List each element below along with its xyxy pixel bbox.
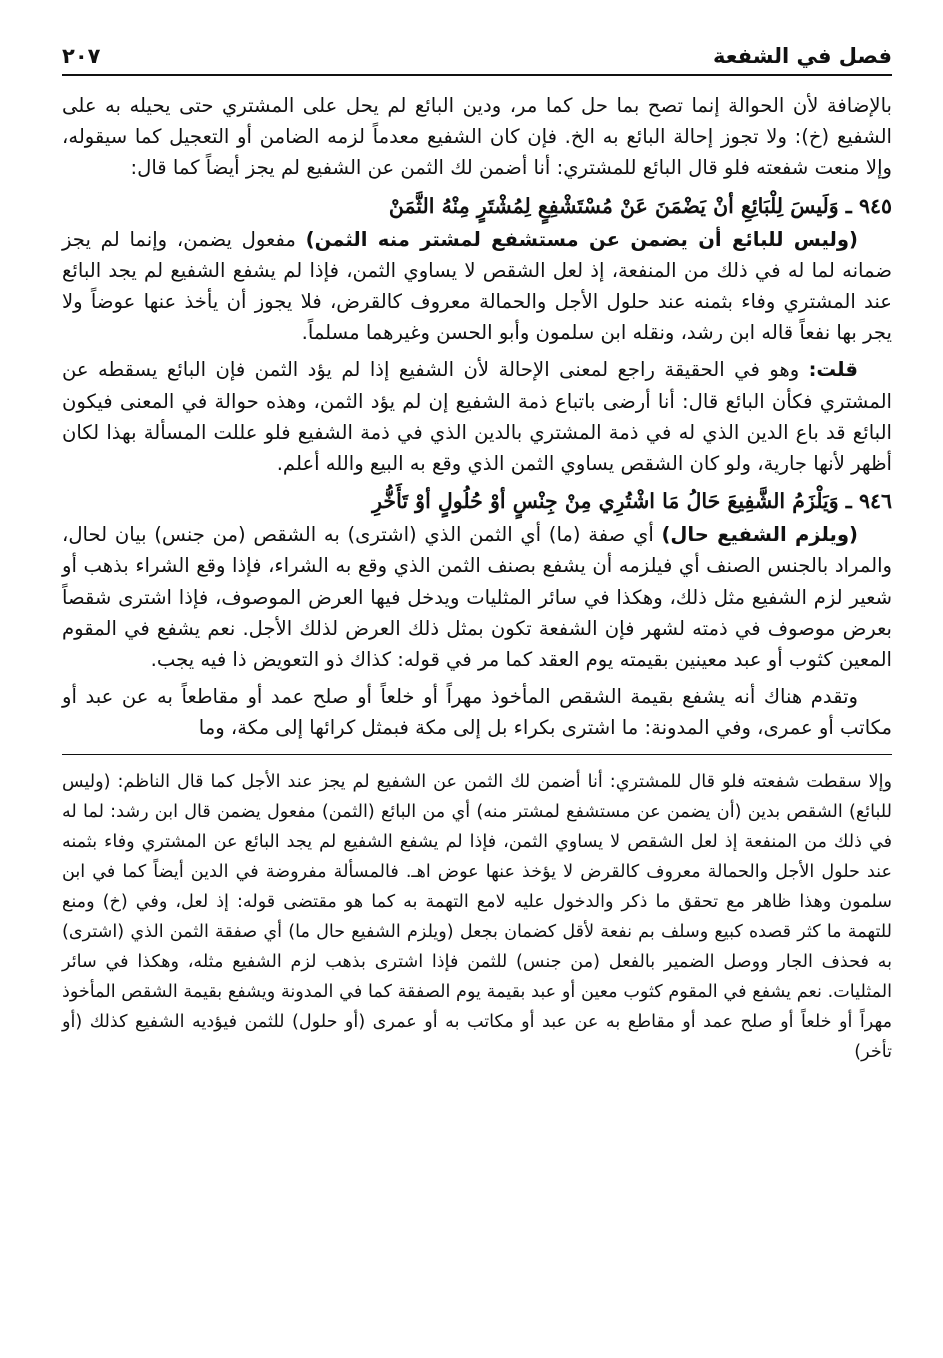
document-page — [62, 38, 892, 1067]
paragraph-3-text: وهو في الحقيقة راجع لمعنى الإحالة لأن الشفيع إذا لم يؤد الثمن فإن البائع يسقطه عن المشتري فكأن البائع قال: أنا أرضى باتباع ذمة الشفيع إن لم يؤد الثمن، وهذه حوالة في المعنى فيكون البائع قد باع الدين الذي له في ذمة المشتري بالدين الذي في ذمة الشفيع فلو عللت المسألة بهذا لكان أظهر لأنها جارية، ولو كان الشقص يساوي الثمن الذي وقع به البيع والله أعلم. — [62, 358, 892, 476]
paragraph-3 — [62, 354, 892, 479]
paragraph-5: وتقدم هناك أنه يشفع بقيمة الشقص المأخوذ مهراً أو خلعاً أو صلح عمد أو مقاطعاً به عن عبد أو مكاتب أو عمرى، وفي المدونة: ما اشترى بكراء بل إلى مكة فبمثل كرائها إلى مكة، وما — [62, 685, 892, 740]
running-title: فصل في الشفعة — [713, 44, 892, 68]
verse-946: ٩٤٦ ـ وَيَلْزَمُ الشَّفِيعَ حَالُ مَا اشْتُرِي مِنْ جِنْسٍ أوْ حُلُولٍ أوْ تَأَخُّرِ — [372, 489, 892, 514]
paragraph-4-lead: (ويلزم الشفيع حال) — [661, 523, 858, 547]
footnote-block — [62, 767, 892, 1067]
paragraph-2 — [62, 224, 892, 349]
main-text — [62, 90, 892, 1067]
page-header — [62, 38, 892, 76]
paragraph-2-lead: (وليس للبائع أن يضمن عن مستشفع لمشتر منه الثمن) — [305, 227, 858, 251]
verse-945: ٩٤٥ ـ وَلَيسَ لِلْبَائِعِ أنْ يَضْمَنَ عَنْ مُسْتَشْفِعٍ لِمُشْتَرٍ مِنْهُ الثَّمَنْ — [388, 193, 892, 218]
paragraph-3-lead: قلت: — [808, 358, 858, 382]
footnote-divider — [62, 754, 892, 755]
paragraph-1: بالإضافة لأن الحوالة إنما تصح بما حل كما مر، ودين البائع لم يحل على المشتري حتى يحيله به على الشفيع (خ): ولا تجوز إحالة البائع به الخ. فإن كان الشفيع معدماً لزمه الضامن أو التعجيل كما سيقوله، وإلا منعت شفعته فلو قال البائع للمشتري: أنا أضمن لك الثمن عن الشفيع لم يجز أيضاً كما قال: — [62, 94, 892, 180]
page-number: ٢٠٧ — [62, 44, 101, 68]
paragraph-2-text: مفعول يضمن، وإنما لم يجز ضمانه لما له في ذلك من المنفعة، إذ لعل الشقص لا يساوي الثمن، فإذا لم يشفع الشفيع لم يجد البائع عند المشتري وفاء بثمنه عند حلول الأجل والحمالة معروف كالقرض، فلا يجوز أن يأخذ عنها عوضاً ولا يجر بها نفعاً قاله ابن رشد، ونقله ابن سلمون وأبو الحسن وغيرهما مسلماً. — [62, 227, 892, 345]
paragraph-4 — [62, 519, 892, 675]
paragraph-4-text: أي صفة (ما) أي الثمن الذي (اشترى) به الشقص (من جنس) بيان لحال، والمراد بالجنس الصنف أي فيلزمه أن يشفع بصنف الثمن الذي وقع به الشراء، فإذا وقع الشراء بذهب أو شعير لزم الشفيع مثل ذلك، وهكذا في سائر المثليات ويدخل فيها العرض الموصوف، فإذا اشترى شقصاً بعرض موصوف في ذمته لشهر فإن الشفعة تكون بمثل ذلك العرض لذلك الأجل. نعم يشفع في المقوم المعين كثوب أو عبد معينين بقيمته يوم العقد كما مر في قوله: كذاك ذو التعويض ذا فيه يجب. — [62, 523, 892, 672]
footnote-text: وإلا سقطت شفعته فلو قال للمشتري: أنا أضمن لك الثمن عن الشفيع لم يجز عند الأجل كما قال الناظم: (وليس للبائع) الشقص بدين (أن يضمن عن مستشفع لمشتر منه) أي من البائع (الثمن) مفعول يضمن قال ابن رشد: لما له في ذلك من المنفعة إذ لعل الشقص لا يساوي الثمن، فإذا لم يشفع الشفيع لم يجد البائع عن المشتري وفاء بثمنه عند حلول الأجل والحمالة معروف كالقرض لا يؤخذ عنها عوض اهـ. فالمسألة مفروضة في الدين أيضاً كما في ابن سلمون وهذا ظاهر مع تحقق ما ذكر والدخول عليه لامع التهمة به كما هو مقتضى قوله: إذ لعل، وفي (خ) ومنع للتهمة ما كثر قصده كبيع وسلف بم نفعة لأقل كضمان بجعل (ويلزم الشفيع حال ما) أي صفقة الثمن الذي (اشترى) به فحذف الجار ووصل الضمير بالفعل (من جنس) للثمن فإذا اشترى بذهب لزم الشفيع مثله، وهكذا في سائر المثليات. نعم يشفع في المقوم كثوب معين أو عبد بقيمة يوم الصفقة كما في المدونة ويشفع بقيمة الشقص المأخوذ مهراً أو خلعاً أو صلح عمد أو مقاطع به عن عبد أو مكاتب به أو عمرى (أو حلول) للثمن فيؤديه الشفيع كذلك (أو تأخر) — [62, 771, 892, 1062]
